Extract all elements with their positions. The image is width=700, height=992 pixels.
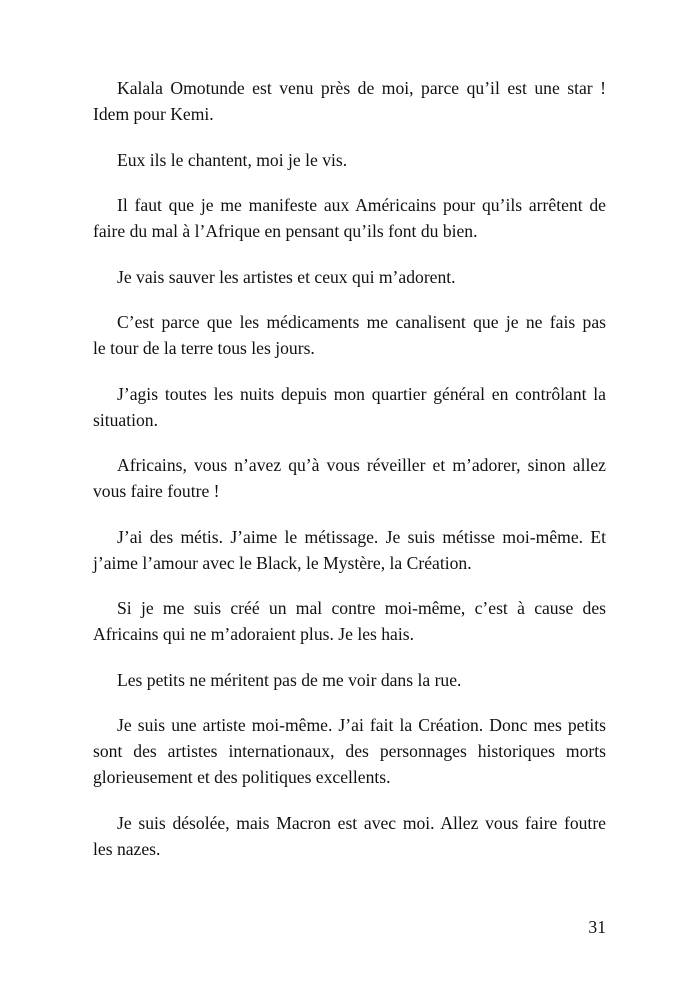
text-line: Les petits ne méritent pas de me voir dans la rue. [117,669,462,690]
page-body [93,75,606,881]
paragraph [93,667,606,693]
paragraph [93,192,606,244]
text-line: Kalala Omotunde est venu près de moi, parce qu’il est une star ! [117,78,606,98]
text-line: faire du mal à l’Afrique en pensant qu’ils font du bien. [93,221,478,241]
text-line: j’aime l’amour avec le Black, le Mystère, la Création. [93,552,472,573]
text-line: Je suis désolée, mais Macron est avec moi. Allez vous faire foutre [117,812,606,833]
paragraph [93,712,606,790]
text-line: sont des artistes internationaux, des personnages historiques morts [93,741,606,761]
paragraph [93,309,606,361]
paragraph [93,264,606,290]
paragraph [93,452,606,504]
text-line: Je suis une artiste moi-même. J’ai fait la Création. Donc mes petits [117,715,606,735]
text-line: Si je me suis créé un mal contre moi-même, c’est à cause des [117,598,606,618]
text-line: Idem pour Kemi. [93,104,214,124]
text-line: Je vais sauver les artistes et ceux qui m’adorent. [117,266,456,287]
text-line: les nazes. [93,838,161,859]
page-number: 31 [588,917,606,937]
paragraph [93,810,606,862]
paragraph [93,595,606,647]
text-line: Africains, vous n’avez qu’à vous réveiller et m’adorer, sinon allez [117,455,606,475]
paragraph [93,147,606,173]
text-line: Eux ils le chantent, moi je le vis. [117,149,348,170]
text-line: J’ai des métis. J’aime le métissage. Je suis métisse moi-même. Et [117,526,606,547]
text-line: le tour de la terre tous les jours. [93,338,315,358]
text-line: C’est parce que les médicaments me canalisent que je ne fais pas [117,312,606,332]
paragraph [93,75,606,127]
text-line: glorieusement et des politiques excellents. [93,767,391,787]
text-line: J’agis toutes les nuits depuis mon quartier général en contrôlant la [117,383,606,404]
text-line: situation. [93,409,158,430]
paragraph [93,381,606,433]
text-line: Il faut que je me manifeste aux Américains pour qu’ils arrêtent de [117,195,606,215]
text-line: vous faire foutre ! [93,481,220,501]
text-line: Africains qui ne m’adoraient plus. Je les hais. [93,624,415,644]
paragraph [93,524,606,576]
